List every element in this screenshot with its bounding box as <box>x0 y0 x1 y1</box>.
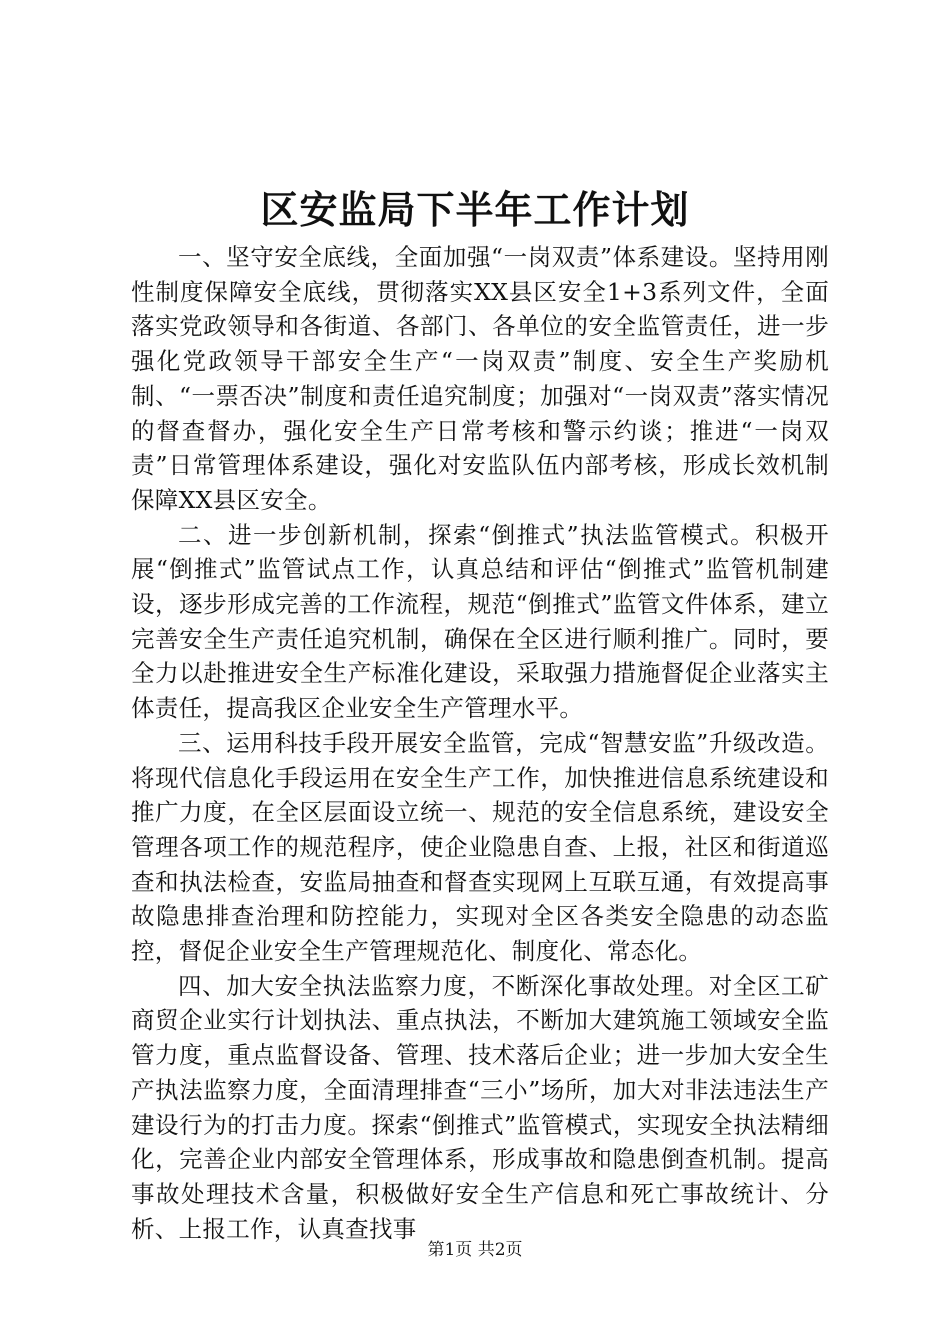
page-footer: 第1页 共2页 <box>427 1240 523 1260</box>
paragraph-1: 一、坚守安全底线，全面加强“一岗双责”体系建设。坚持用刚性制度保障安全底线，贯彻落实XX县区安全1+3系列文件，全面落实党政领导和各街道、各部门、各单位的安全监管责任，进一步强化党政领导干部安全生产“一岗双责”制度、安全生产奖励机制、“一票否决”制度和责任追究制度；加强对“一岗双责”落实情况的督查督办，强化安全生产日常考核和警示约谈；推进“一岗双责”日常管理体系建设，强化对安监队伍内部考核，形成长效机制保障XX县区安全。 <box>131 243 829 514</box>
document-title: 区安监局下半年工作计划 <box>260 187 690 232</box>
paragraph-2: 二、进一步创新机制，探索“倒推式”执法监管模式。积极开展“倒推式”监管试点工作，认真总结和评估“倒推式”监管机制建设，逐步形成完善的工作流程，规范“倒推式”监管文件体系，建立完善安全生产责任追究机制，确保在全区进行顺利推广。同时，要全力以赴推进安全生产标准化建设，采取强力措施督促企业落实主体责任，提高我区企业安全生产管理水平。 <box>131 520 829 723</box>
paragraph-3: 三、运用科技手段开展安全监管，完成“智慧安监”升级改造。将现代信息化手段运用在安全生产工作，加快推进信息系统建设和推广力度，在全区层面设立统一、规范的安全信息系统，建设安全管理各项工作的规范程序，使企业隐患自查、上报，社区和街道巡查和执法检查，安监局抽查和督查实现网上互联互通，有效提高事故隐患排查治理和防控能力，实现对全区各类安全隐患的动态监控，督促企业安全生产管理规范化、制度化、常态化。 <box>131 728 829 966</box>
paragraph-4: 四、加大安全执法监察力度，不断深化事故处理。对全区工矿商贸企业实行计划执法、重点执法，不断加大建筑施工领域安全监管力度，重点监督设备、管理、技术落后企业；进一步加大安全生产执法监察力度，全面清理排查“三小”场所，加大对非法违法生产建设行为的打击力度。探索“倒推式”监管模式，实现安全执法精细化，完善企业内部安全管理体系，形成事故和隐患倒查机制。提高事故处理技术含量，积极做好安全生产信息和死亡事故统计、分析、上报工作，认真查找事 <box>131 971 829 1243</box>
document-body <box>131 240 829 1246</box>
